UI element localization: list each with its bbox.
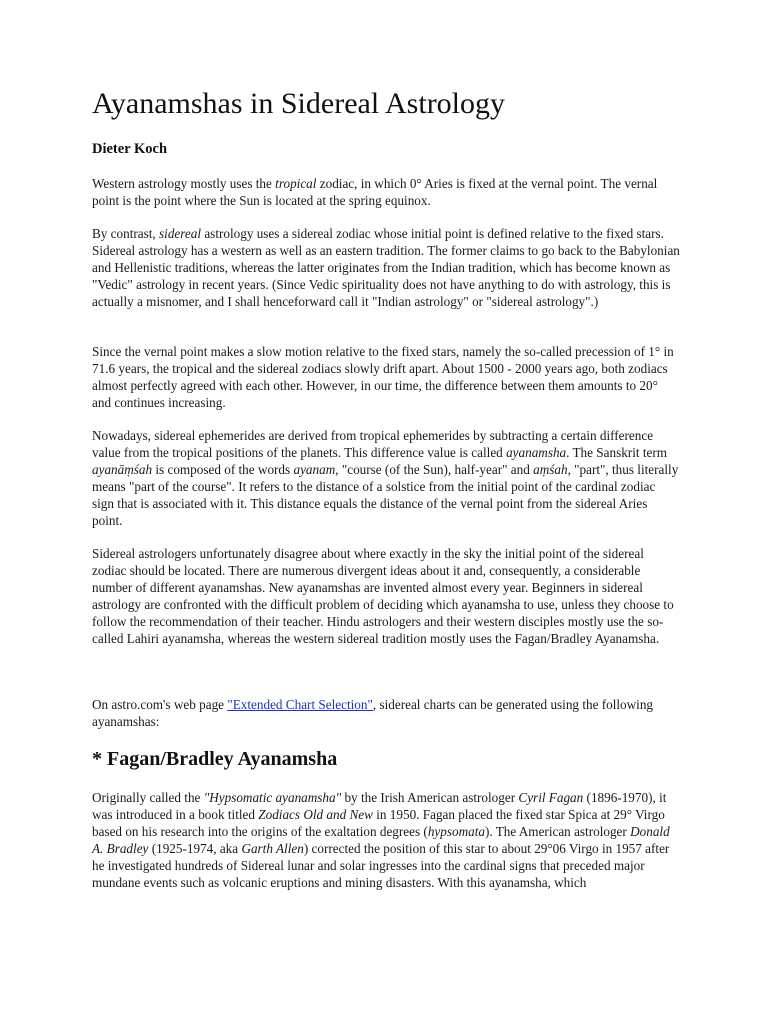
paragraph-astrologers-disagree: Sidereal astrologers unfortunately disagree about where exactly in the sky the initial point of the sidereal zodiac should be located. There are numerous divergent ideas about it and, consequently, a considerable number of different ayanamshas. New ayanamshas are invented almost every year. Beginners in sidereal astrology are confronted with the difficult problem of deciding which ayanamsha to use, unless they choose to follow the recommendation of their teacher. Hindu astrologers and their western disciples mostly use the so-called Lahiri ayanamsha, whereas the western sidereal tradition mostly uses the Fagan/Bradley Ayanamsha. (92, 546, 674, 646)
paragraph-precession: Since the vernal point makes a slow motion relative to the fixed stars, namely the so-called precession of 1° in 71.6 years, the tropical and the sidereal zodiacs slowly drift apart. About 1500 - 2000 years ago, both zodiacs almost perfectly agreed with each other. However, in our time, the difference between them amounts to 20° and continues increasing. (92, 344, 674, 410)
paragraph-astro-com: On astro.com's web page "Extended Chart Selection", sidereal charts can be generated using the following ayanamshas: (92, 697, 654, 729)
paragraph-tropical-zodiac: Western astrology mostly uses the tropical zodiac, in which 0° Aries is fixed at the vernal point. The vernal point is the point where the Sun is located at the spring equinox. (92, 176, 658, 208)
paragraph-ayanamsha-definition: Nowadays, sidereal ephemerides are derived from tropical ephemerides by subtracting a certain difference value from the tropical positions of the planets. This difference value is called ayanamsha. The Sanskrit term ayanāṃśah is composed of the words ayanam, "course (of the Sun), half-year" and aṃśah, "part", thus literally means "part of the course". It refers to the distance of a solstice from the initial point of the cardinal zodiac sign that is associated with it. This distance equals the distance of the vernal point from the sidereal Aries point. (92, 428, 679, 528)
section-heading-fagan-bradley: * Fagan/Bradley Ayanamsha (92, 748, 338, 770)
page-title: Ayanamshas in Sidereal Astrology (92, 87, 506, 120)
extended-chart-selection-link[interactable]: "Extended Chart Selection" (227, 697, 373, 712)
author-name: Dieter Koch (92, 141, 168, 157)
paragraph-fagan-bradley: Originally called the "Hypsomatic ayanamsha" by the Irish American astrologer Cyril Fagan (1896-1970), it was introduced in a book titled Zodiacs Old and New in 1950. Fagan placed the fixed star Spica at 29° Virgo based on his research into the origins of the exaltation degrees (hypsomata). The American astrologer Donald A. Bradley (1925-1974, aka Garth Allen) corrected the position of this star to about 29°06 Virgo in 1957 after he investigated hundreds of Sidereal lunar and solar ingresses into the cardinal signs that preceded major mundane events such as volcanic eruptions and mining disasters. With this ayanamsha, which (92, 790, 670, 890)
paragraph-sidereal-zodiac: By contrast, sidereal astrology uses a sidereal zodiac whose initial point is defined relative to the fixed stars. Sidereal astrology has a western as well as an eastern tradition. The former claims to go back to the Babylonian and Hellenistic traditions, whereas the latter originates from the Indian tradition, which has become known as "Vedic" astrology in recent years. (Since Vedic spirituality does not have anything to do with astrology, this is actually a misnomer, and I shall henceforward call it "Indian astrology" or "sidereal astrology".) (92, 226, 680, 309)
